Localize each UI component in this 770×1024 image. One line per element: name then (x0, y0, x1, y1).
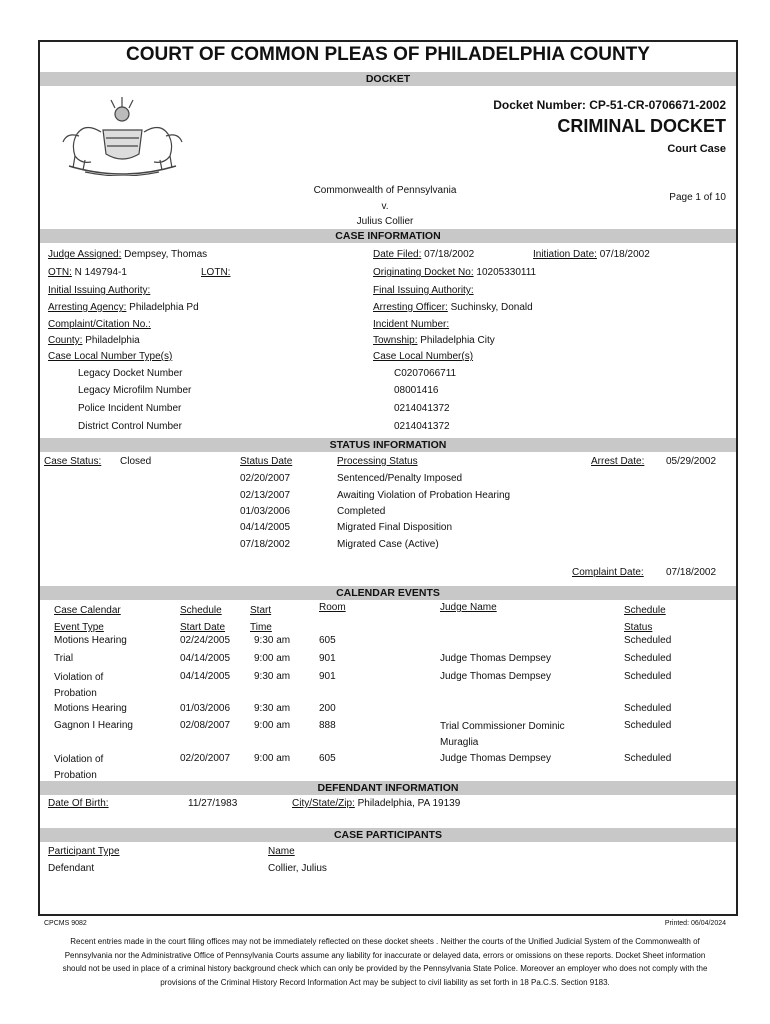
table-row: 9:00 am (254, 720, 291, 731)
lotn-label: LOTN: (201, 267, 231, 278)
processing-status-header: Processing Status (337, 456, 418, 467)
table-row: 888 (319, 720, 336, 731)
local-number-type-label: Case Local Number Type(s) (48, 351, 173, 362)
city-state-zip: City/State/Zip: Philadelphia, PA 19139 (292, 798, 461, 809)
originating-docket: Originating Docket No: 10205330111 (373, 267, 537, 278)
table-row: Judge Thomas Dempsey (440, 653, 551, 664)
col-judge-name: Judge Name (440, 602, 497, 613)
table-row: Scheduled (624, 753, 672, 764)
table-row: Violation of Probation (54, 754, 104, 781)
table-row: 9:00 am (254, 753, 291, 764)
initiation-date: Initiation Date: 07/18/2002 (533, 249, 650, 260)
complaint-citation: Complaint/Citation No.: (48, 319, 151, 330)
arrest-date-value: 05/29/2002 (666, 456, 717, 467)
dob-value: 11/27/1983 (188, 798, 238, 809)
case-participants-bar: CASE PARTICIPANTS (40, 828, 736, 842)
form-id: CPCMS 9082 (44, 920, 87, 927)
table-row: 01/03/2006 (240, 506, 291, 517)
table-row: Migrated Final Disposition (337, 522, 453, 533)
table-row: Migrated Case (Active) (337, 539, 439, 550)
printed-date: Printed: 06/04/2024 (664, 920, 726, 927)
case-caption: Commonwealth of Pennsylvania v. Julius Collier (313, 185, 457, 227)
table-row: 9:30 am (254, 671, 291, 682)
table-row: 02/13/2007 (240, 490, 291, 501)
status-information-bar: STATUS INFORMATION (40, 438, 736, 452)
pennsylvania-seal-icon (55, 92, 190, 176)
table-row: 02/24/2005 (180, 635, 231, 646)
table-row: 02/08/2007 (180, 720, 231, 731)
col-start-time: Start Time (250, 605, 272, 633)
table-row: 200 (319, 703, 336, 714)
table-row: 9:30 am (254, 635, 291, 646)
table-row: Completed (337, 506, 386, 517)
table-row: Judge Thomas Dempsey (440, 753, 551, 764)
disclaimer: Recent entries made in the court filing offices may not be immediately reflected on these docket sheets . Neither the courts of the Unified Judicial System of the Commonwealth of Pennsylvania nor the Administrative Office of Pennsylvania Courts assume any liability for inaccurate or delayed data, errors or omissions on these reports. Docket Sheet information should not be used in place of a criminal history background check which can only be provided by the Pennsylvania State Police. Moreover an employer who does not comply with the provisions of the Criminal History Record Information Act may be subject to civil liability as set forth in 18 Pa.C.S. Section 9183. (62, 937, 708, 987)
table-row: 901 (319, 653, 336, 664)
final-issuing-authority: Final Issuing Authority: (373, 285, 474, 296)
col-room: Room (319, 602, 346, 613)
table-row: 9:00 am (254, 653, 291, 664)
status-date-header: Status Date (240, 456, 293, 467)
arresting-agency: Arresting Agency: Philadelphia Pd (48, 302, 199, 313)
table-row: Scheduled (624, 635, 672, 646)
initial-issuing-authority: Initial Issuing Authority: (48, 285, 151, 296)
table-row: 605 (319, 753, 336, 764)
case-status-value: Closed (120, 456, 152, 467)
table-row: 01/03/2006 (180, 703, 231, 714)
list-item: Police Incident Number (78, 403, 182, 414)
table-row: 02/20/2007 (180, 753, 231, 764)
table-row: Judge Thomas Dempsey (440, 671, 551, 682)
docket-type: CRIMINAL DOCKET (557, 116, 726, 136)
table-row: Scheduled (624, 653, 672, 664)
township: Township: Philadelphia City (373, 335, 495, 346)
list-item: C0207066711 (394, 368, 457, 379)
county: County: Philadelphia (48, 335, 140, 346)
table-row: 02/20/2007 (240, 473, 291, 484)
list-item: 0214041372 (394, 403, 450, 414)
col-schedule-start-date: Schedule Start Date (180, 605, 226, 633)
docket-bar: DOCKET (40, 72, 736, 86)
table-row: 901 (319, 671, 336, 682)
list-item: 08001416 (394, 385, 439, 396)
list-item: 0214041372 (394, 421, 450, 432)
table-row: Awaiting Violation of Probation Hearing (337, 490, 511, 501)
table-row: Violation of Probation (54, 672, 104, 699)
table-row: Trial Commissioner Dominic Muraglia (440, 721, 565, 748)
docket-number: Docket Number: CP-51-CR-0706671-2002 (493, 98, 726, 112)
court-title: COURT OF COMMON PLEAS OF PHILADELPHIA COUNTY (126, 44, 650, 65)
table-row: Trial (54, 653, 74, 664)
case-information-bar: CASE INFORMATION (40, 229, 736, 243)
table-row: Sentenced/Penalty Imposed (337, 473, 463, 484)
participant-type-header: Participant Type (48, 846, 120, 857)
table-row: 605 (319, 635, 336, 646)
table-row: Motions Hearing (54, 703, 127, 714)
page-number: Page 1 of 10 (669, 192, 726, 203)
case-status-label: Case Status: (44, 456, 102, 467)
table-row: Scheduled (624, 720, 672, 731)
table-row: 04/14/2005 (240, 522, 291, 533)
defendant-information-bar: DEFENDANT INFORMATION (40, 781, 736, 795)
col-event-type: Case Calendar Event Type (54, 605, 121, 633)
table-row: 9:30 am (254, 703, 291, 714)
table-row: 04/14/2005 (180, 653, 231, 664)
table-row: Motions Hearing (54, 635, 127, 646)
local-number-label: Case Local Number(s) (373, 351, 474, 362)
calendar-events-bar: CALENDAR EVENTS (40, 586, 736, 600)
complaint-date-value: 07/18/2002 (666, 567, 717, 578)
date-filed: Date Filed: 07/18/2002 (373, 249, 475, 260)
incident-number: Incident Number: (373, 319, 450, 330)
table-row: 04/14/2005 (180, 671, 231, 682)
table-row: Scheduled (624, 703, 672, 714)
col-schedule-status: Schedule Status (624, 605, 666, 633)
arrest-date-label: Arrest Date: (591, 456, 645, 467)
table-row: Collier, Julius (268, 863, 327, 874)
participant-name-header: Name (268, 846, 295, 857)
table-row: Gagnon I Hearing (54, 720, 133, 731)
case-kind: Court Case (667, 143, 726, 155)
list-item: District Control Number (78, 421, 182, 432)
judge-assigned: Judge Assigned: Dempsey, Thomas (48, 249, 208, 260)
table-row: Scheduled (624, 671, 672, 682)
arresting-officer: Arresting Officer: Suchinsky, Donald (373, 302, 533, 313)
table-row: 07/18/2002 (240, 539, 291, 550)
list-item: Legacy Microfilm Number (78, 385, 192, 396)
otn: OTN: N 149794-1 (48, 267, 127, 278)
complaint-date-label: Complaint Date: (572, 567, 644, 578)
dob-label: Date Of Birth: (48, 798, 109, 809)
list-item: Legacy Docket Number (78, 368, 183, 379)
table-row: Defendant (48, 863, 95, 874)
